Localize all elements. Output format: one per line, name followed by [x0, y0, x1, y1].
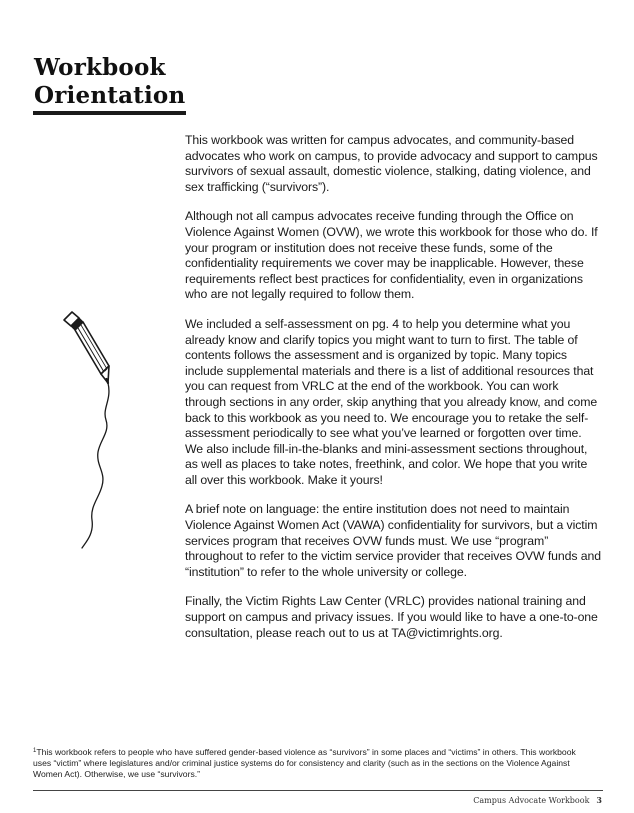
page-title — [34, 54, 185, 110]
footnote — [33, 747, 593, 780]
page-number: 3 — [596, 795, 602, 805]
title-underline — [33, 111, 186, 115]
paragraph-funding: Although not all campus advocates receive funding through the Office on Violence Against Women (OVW), we wrote this workbook for those who do. If your program or institution does not receive these funds, some of the confidentiality requirements we cover may be inapplicable. However, these requirements reflect best practices for confidentiality, even in organizations who are not legally required to follow them. — [185, 209, 598, 302]
footnote-text: This workbook refers to people who have suffered gender-based violence as “survivors” in some places and “victims” in others. This workbook uses “victim” where legislatures and/or criminal justice systems do for consistency and clarity (such as in the sections on the Violence Against Women Act). Otherwise, we use “survivors.” — [33, 747, 576, 779]
paragraph-self-assessment: We included a self-assessment on pg. 4 to help you determine what you already know and clarify topics you might want to turn to first. The table of contents follows the assessment and is organized by topic. Many topics include supplemental materials and there is a list of additional resources that you can request from VRLC at the end of the workbook. You can work through sections in any order, skip anything that you already know, and come back to this workbook as you need to. We encourage you to retake the self-assessment periodically to see what you’ve learned or forgotten over time. We also include fill-in-the-blanks and mini-assessment sections throughout, as well as places to take notes, freethink, and color. We hope that you write all over this workbook. Make it yours! — [185, 316, 598, 487]
page-footer — [473, 795, 602, 805]
footer-divider — [33, 790, 603, 791]
pencil-icon — [56, 306, 146, 550]
paragraph-contact: Finally, the Victim Rights Law Center (VRLC) provides national training and support on campus and privacy issues. If you would like to have a one-to-one consultation, please reach out to us at TA@victimrights.org. — [185, 594, 598, 640]
footer-title: Campus Advocate Workbook — [473, 796, 590, 805]
page-title-line-2: Orientation — [34, 82, 186, 109]
page-title-line-1: Workbook — [34, 54, 166, 81]
footnote-marker: 1 — [33, 748, 37, 754]
paragraph-language-note: A brief note on language: the entire institution does not need to maintain Violence Against Women Act (VAWA) confidentiality for survivors, but a victim services program that receives OVW funds must. We use “program” throughout to refer to the victim service provider that receives OVW funds and “institution” to refer to the whole university or college. — [185, 502, 601, 579]
paragraph-intro: This workbook was written for campus advocates, and community-based advocates who work on campus, to provide advocacy and support to campus survivors of sexual assault, domestic violence, stalking, dating violence, and sex trafficking (“survivors”). — [185, 133, 598, 194]
body-text — [185, 133, 601, 655]
